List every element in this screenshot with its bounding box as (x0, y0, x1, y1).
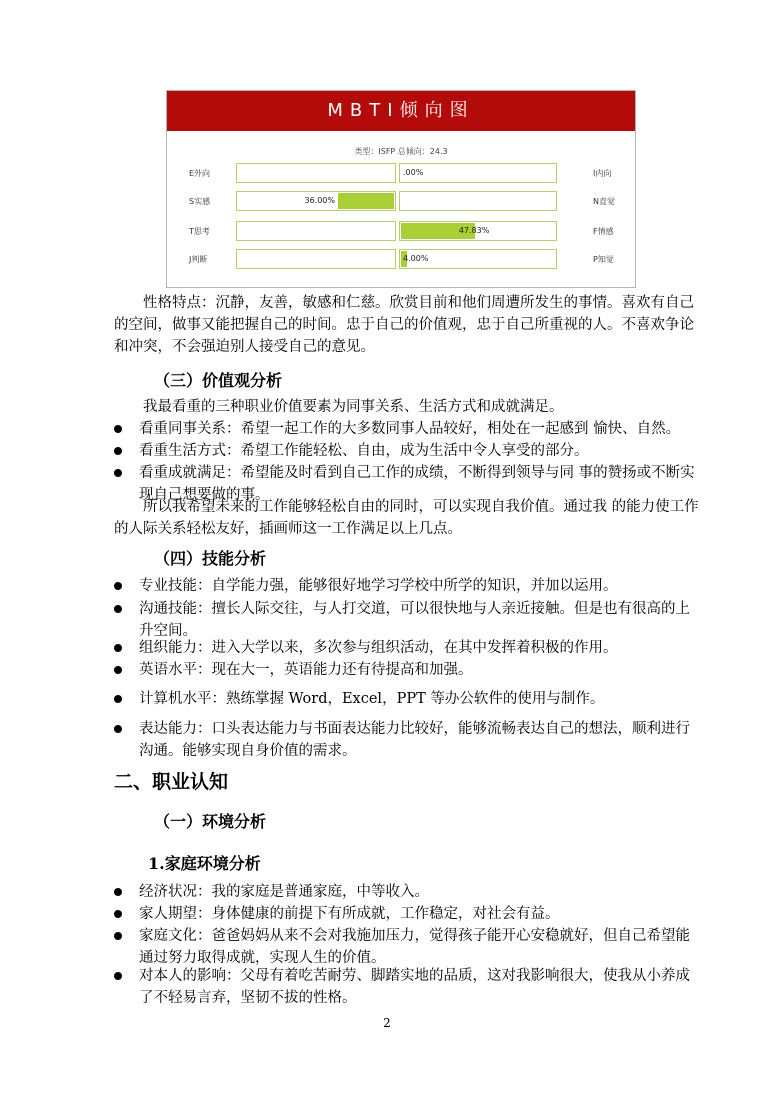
personality-paragraph: 性格特点：沉静，友善，敏感和仁慈。欣赏目前和他们周遭所发生的事情。喜欢有自己的空间，做事又能把握自己的时间。忠于自己的价值观，忠于自己所重视的人。不喜欢争论和冲突，不会强迫别人接受自己的意见。 (114, 295, 694, 355)
mbti-chart (166, 90, 636, 288)
environment-heading: （一）环境分析 (154, 812, 267, 831)
chart-bar-left (236, 191, 396, 211)
chart-title: MBTI倾向图 (167, 91, 635, 131)
bullet-icon (114, 425, 122, 433)
chart-row (167, 249, 635, 271)
chart-bar-left (236, 221, 396, 241)
list-item: 英语水平：现在大一，英语能力还有待提高和加强。 (114, 659, 704, 681)
chart-value-label: 47.83% (458, 226, 490, 235)
chart-row (167, 221, 635, 243)
values-conclusion: 所以我希望未来的工作能够轻松自由的同时，可以实现自我价值。通过我 的能力使工作的人际关系轻松友好，插画师这一工作满足以上几点。 (114, 499, 699, 537)
bullet-icon (114, 605, 122, 613)
chart-right-label: N直觉 (593, 197, 615, 206)
bullet-icon (114, 644, 122, 652)
list-item: 计算机水平：熟练掌握 Word，Excel，PPT 等办公软件的使用与制作。 (114, 688, 704, 710)
page-number: 2 (383, 1016, 391, 1030)
bullet-icon (114, 695, 122, 703)
bullet-icon (114, 725, 122, 733)
chart-right-label: P知觉 (593, 255, 614, 264)
bullet-icon (114, 972, 122, 980)
values-intro: 我最看重的三种职业价值要素为同事关系、生活方式和成就满足。 (143, 399, 564, 415)
career-heading: 二、职业认知 (114, 771, 229, 793)
chart-bar-right (399, 163, 557, 183)
skills-heading: （四）技能分析 (154, 549, 267, 568)
chart-value-label: 4.00% (403, 254, 429, 263)
list-item: 专业技能：自学能力强，能够很好地学习学校中所学的知识，并加以运用。 (114, 575, 704, 597)
list-item: 家人期望：身体健康的前提下有所成就，工作稳定，对社会有益。 (114, 903, 704, 925)
chart-row (167, 191, 635, 213)
list-item: 家庭文化：爸爸妈妈从来不会对我施加压力，觉得孩子能开心安稳就好，但自己希望能通过努力取得成就，实现人生的价值。 (114, 925, 704, 969)
chart-left-label: J判断 (189, 255, 208, 264)
chart-bar-fill (338, 193, 394, 209)
family-heading: 1.家庭环境分析 (148, 854, 261, 873)
chart-bar-left (236, 249, 396, 269)
bullet-icon (114, 469, 122, 477)
chart-value-label: .00% (403, 168, 424, 177)
bullet-icon (114, 582, 122, 590)
chart-bar-left (236, 163, 396, 183)
bullet-icon (114, 932, 122, 940)
bullet-icon (114, 888, 122, 896)
chart-bar-right (399, 221, 557, 241)
chart-right-label: I内向 (593, 169, 612, 178)
chart-right-label: F情感 (593, 227, 614, 236)
chart-bar-right (399, 249, 557, 269)
chart-value-label: 36.00% (304, 196, 335, 205)
list-item: 沟通技能：擅长人际交往，与人打交道，可以很快地与人亲近接触。但是也有很高的上升空间。 (114, 598, 704, 642)
bullet-icon (114, 910, 122, 918)
bullet-icon (114, 447, 122, 455)
list-item: 看重同事关系：希望一起工作的大多数同事人品较好，相处在一起感到 愉快、自然。 (114, 418, 704, 440)
chart-bar-right (399, 191, 557, 211)
list-item: 经济状况：我的家庭是普通家庭，中等收入。 (114, 881, 704, 903)
list-item: 看重成就满足：希望能及时看到自己工作的成绩，不断得到领导与同 事的赞扬或不断实现自己想要做的事。 (114, 462, 704, 506)
chart-left-label: T思考 (189, 227, 210, 236)
values-heading: （三）价值观分析 (154, 371, 283, 390)
list-item: 对本人的影响：父母有着吃苦耐劳、脚踏实地的品质，这对我影响很大，使我从小养成了不轻易言弃，坚韧不拔的性格。 (114, 965, 704, 1009)
list-item: 表达能力：口头表达能力与书面表达能力比较好，能够流畅表达自己的想法，顺利进行沟通。能够实现自身价值的需求。 (114, 718, 704, 762)
chart-subtitle: 类型：ISFP 总倾向：24.3 (354, 147, 448, 156)
chart-left-label: S实感 (189, 197, 211, 206)
chart-row (167, 163, 635, 185)
list-item: 组织能力：进入大学以来，多次参与组织活动，在其中发挥着积极的作用。 (114, 637, 704, 659)
list-item: 看重生活方式：希望工作能轻松、自由，成为生活中令人享受的部分。 (114, 440, 704, 462)
chart-left-label: E外向 (189, 169, 211, 178)
bullet-icon (114, 666, 122, 674)
